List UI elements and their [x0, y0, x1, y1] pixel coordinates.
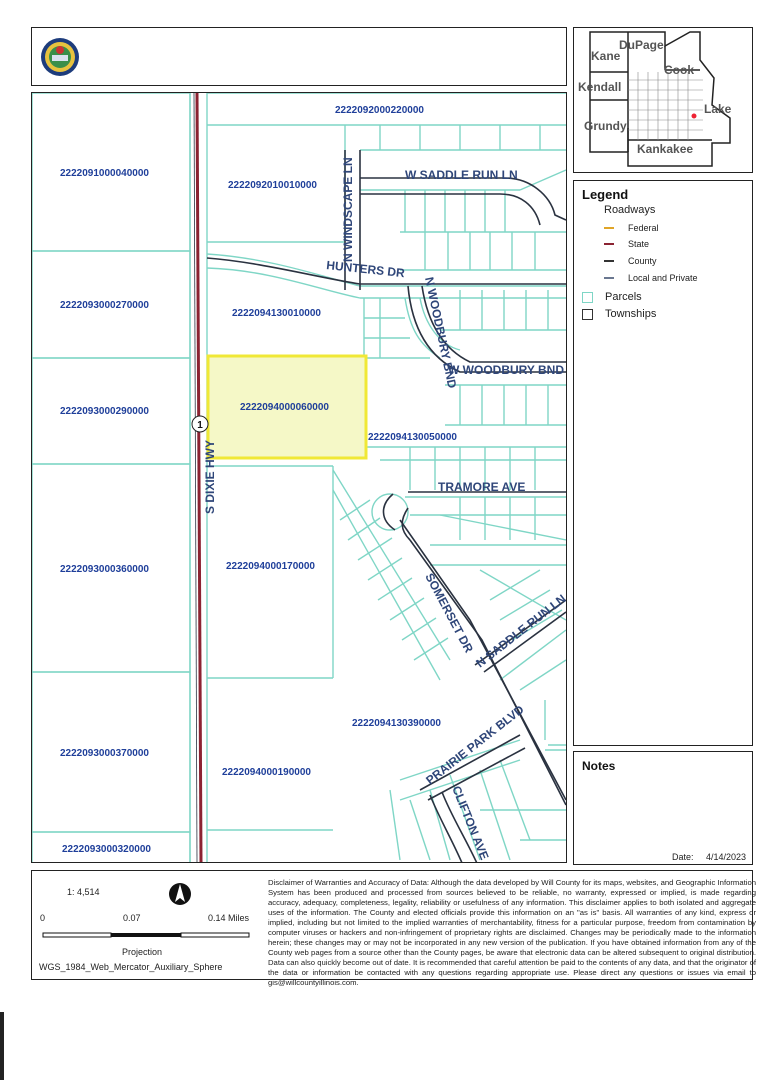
scale-tick-0: 0	[40, 913, 46, 923]
notes-panel	[573, 751, 753, 865]
legend-title: Legend	[582, 187, 629, 202]
parcel-label: 2222094130050000	[368, 432, 457, 443]
inset-label-kendall: Kendall	[578, 80, 622, 94]
road-label: N WOODBURY BND	[422, 275, 460, 390]
legend-panel	[573, 180, 753, 746]
legend-federal: Federal	[604, 223, 659, 233]
road-label: S DIXIE HWY	[203, 439, 217, 514]
parcel-label: 2222094000190000	[222, 767, 311, 778]
road-label: W WOODBURY BND	[448, 363, 564, 377]
scale-ratio: 1: 4,514	[67, 887, 100, 897]
parcel-label: 2222092000220000	[335, 105, 424, 116]
notes-title: Notes	[582, 759, 616, 773]
road-label: HUNTERS DR	[325, 258, 406, 281]
legend-parcels: Parcels	[582, 291, 642, 303]
legend-state: State	[604, 239, 649, 249]
inset-label-kankakee: Kankakee	[637, 142, 694, 156]
scale-tick-1: 0.07	[123, 913, 141, 923]
road-label: SOMERSET DR	[422, 570, 477, 656]
scan-edge-mark	[0, 1012, 4, 1080]
date-value: 4/14/2023	[706, 852, 747, 862]
inset-label-kane: Kane	[591, 49, 621, 63]
inset-label-dupage: DuPage	[619, 38, 664, 52]
scale-tick-2: 0.14	[208, 913, 226, 923]
disclaimer-text: Disclaimer of Warranties and Accuracy of Data: Although the data developed by Will County for its maps, websites, and Geographic Information System has been produced and processed from sources believed to be reliable, no warranty, expressed or implied, is made regarding accuracy, adequacy, completeness, legality, reliability or usefulness of any information. This disclaimer applies to both isolated and aggregate uses of the information. The County and elected officials provide this information on an "as is" basis. All warranties of any kind, express or implied, including but not limited to the implied warranties of merchantability, fitness for a particular purpose, freedom from contamination by computer viruses or hackers and non-infringement of proprietary rights are disclaimed. Changes may be periodically made to the information herein; these changes may or may not be incorporated in any new version of the publication. If you have obtained information from any of the County web pages from a source other than the County pages, be aware that electronic data can be altered subsequent to original distribution. Data can also quickly become out of date. It is recommended that careful attention be paid to the contents of any data, and that the originator of the data or information be contacted with any questions regarding appropriate use. Please direct any questions or issues via email to gis@willcountyillinois.com.	[268, 878, 756, 987]
road-label: N SADDLE RUN LN	[473, 591, 569, 671]
parcel-label: 2222093000270000	[60, 300, 149, 311]
state-road-dixie-hwy	[197, 93, 201, 862]
legend-county: County	[604, 256, 657, 266]
road-label: CLIFTON AVE	[449, 783, 492, 862]
projection-value: WGS_1984_Web_Mercator_Auxiliary_Sphere	[39, 962, 223, 972]
inset-label-grundy: Grundy	[584, 119, 627, 133]
parcel-label: 2222093000320000	[62, 844, 151, 855]
date-label: Date:	[672, 852, 694, 862]
parcel-label: 2222093000360000	[60, 564, 149, 575]
scale-units: Miles	[228, 913, 250, 923]
inset-label-cook: Cook	[664, 63, 694, 77]
parcel-label: 2222093000290000	[60, 406, 149, 417]
legend-townships: Townships	[582, 308, 656, 320]
road-label: N WINDSCAPE LN	[341, 157, 355, 262]
legend-roadways-label: Roadways	[604, 204, 656, 216]
parcel-label: 2222094130390000	[352, 718, 441, 729]
parcel-label: 2222093000370000	[60, 748, 149, 759]
inset-label-lake: Lake	[704, 102, 732, 116]
svg-text:1: 1	[197, 420, 203, 431]
parcel-label: 2222094000060000	[240, 402, 329, 413]
road-label: PRAIRIE PARK BLVD	[423, 702, 527, 788]
projection-label: Projection	[122, 947, 163, 957]
parcel-label: 2222094130010000	[232, 308, 321, 319]
parcel-label: 2222094000170000	[226, 561, 315, 572]
legend-local: Local and Private	[604, 273, 698, 283]
parcel-label: 2222092010010000	[228, 180, 317, 191]
road-label: W SADDLE RUN LN	[405, 168, 518, 182]
parcel-label: 2222091000040000	[60, 168, 149, 179]
road-label: TRAMORE AVE	[438, 480, 526, 494]
route-marker-icon	[192, 416, 208, 432]
